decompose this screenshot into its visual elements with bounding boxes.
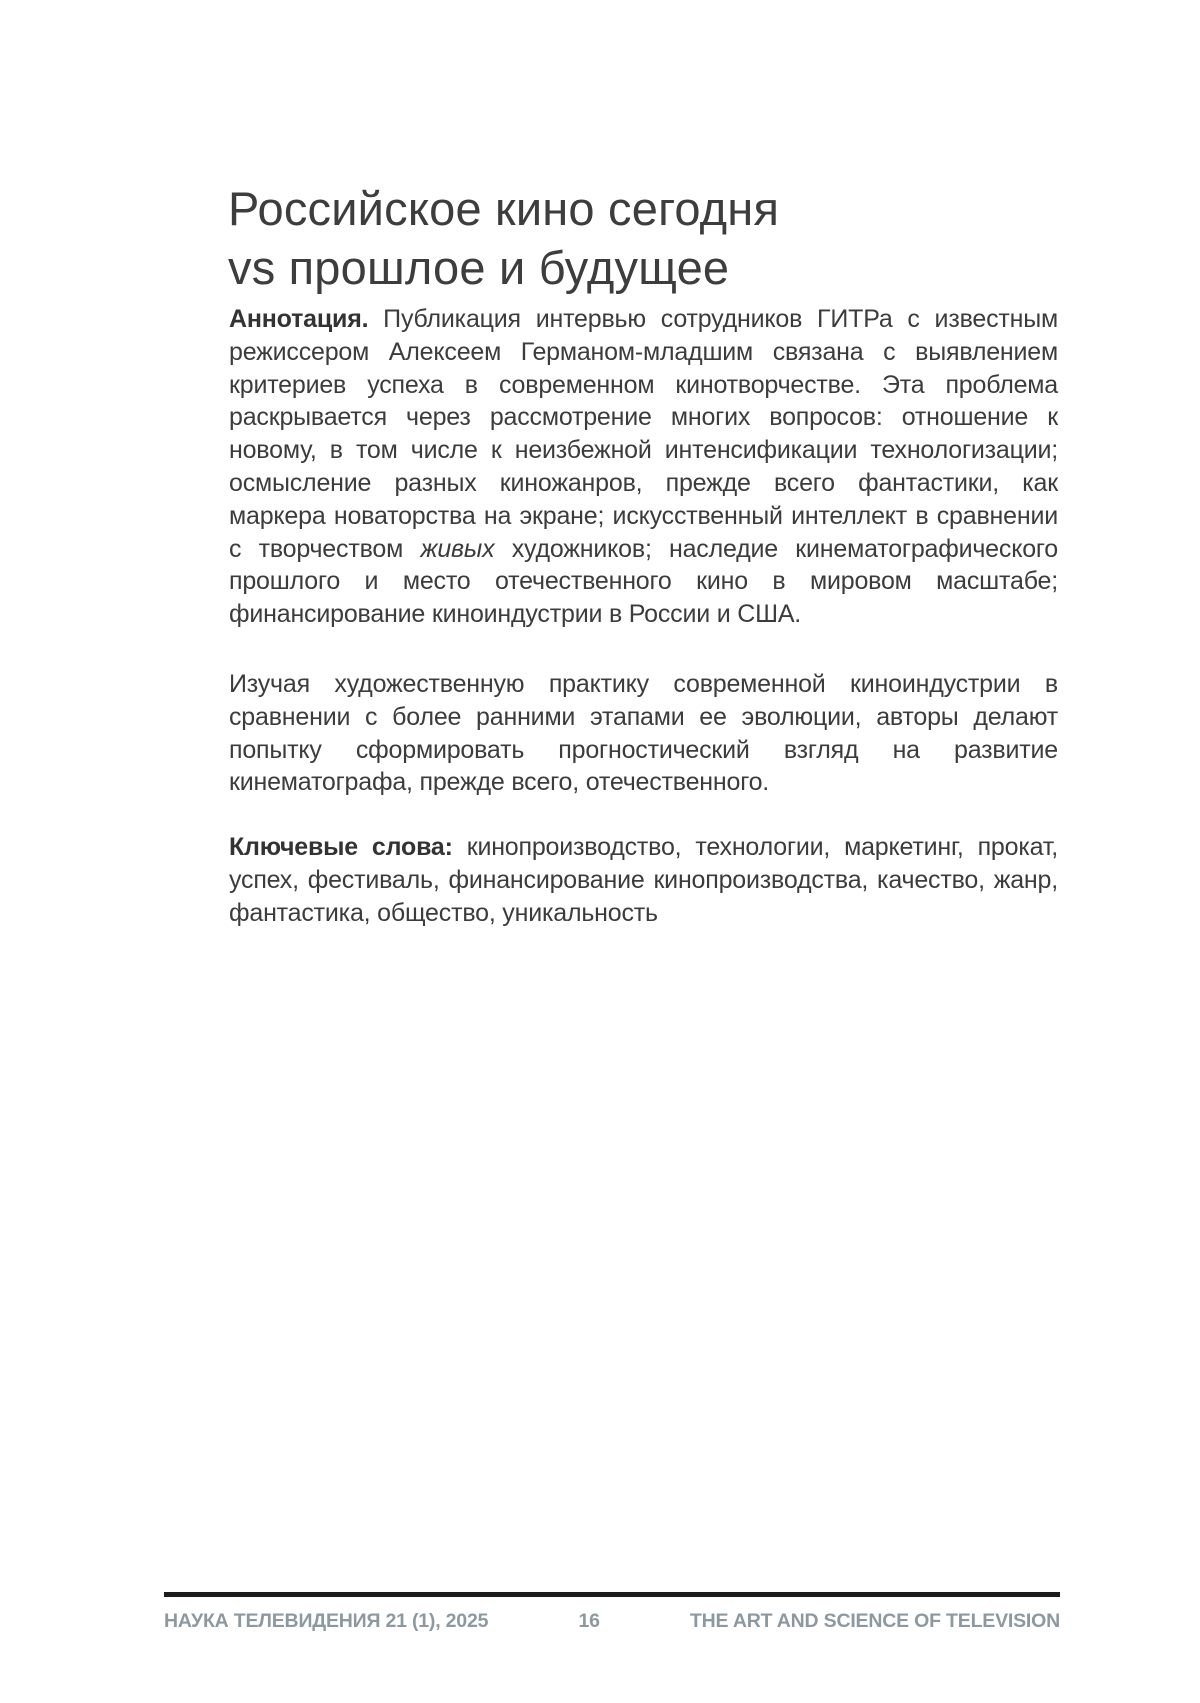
keywords-paragraph [229, 831, 1058, 929]
footer-journal-title-ru: НАУКА ТЕЛЕВИДЕНИЯ 21 (1), 2025 [164, 1610, 489, 1632]
abstract-label: Аннотация. [229, 305, 369, 333]
abstract-text-after-italic: художников; наследие кинематографического прошлого и место отечественного кино в мировом масштабе; финансирование киноиндустрии в России и США. [229, 534, 1058, 629]
article-title-line1: Российское кино сегодня [228, 182, 780, 236]
footer-page-number: 16 [578, 1610, 600, 1632]
article-title [228, 179, 1068, 297]
article-title-line2: vs прошлое и будущее [228, 241, 730, 295]
abstract-paragraph [229, 303, 1058, 631]
keywords-label: Ключевые слова: [229, 833, 453, 861]
keywords-text: кинопроизводство, технологии, маркетинг, прокат, успех, фестиваль, финансирование кинопроизводства, качество, жанр, фантастика, общество, уникальность [229, 833, 1058, 927]
abstract-italic-word: живых [420, 534, 495, 563]
summary-paragraph [229, 668, 1058, 799]
abstract-text-before-italic: Публикация интервью сотрудников ГИТРа с известным режиссером Алексеем Германом-младшим связана с выявлением критериев успеха в современном кинотворчестве. Эта проблема раскрывается через рассмотрение многих вопросов: отношение к новому, в том числе к неизбежной интенсификации технологизации; осмысление разных киножанров, прежде всего фантастики, как маркера новаторства на экране; искусственный интеллект в сравнении с творчеством [229, 305, 1058, 563]
page-footer [164, 1610, 1060, 1633]
footer-journal-title-en: THE ART AND SCIENCE OF TELEVISION [689, 1610, 1060, 1632]
footer-divider [164, 1592, 1060, 1597]
summary-text: Изучая художественную практику современной киноиндустрии в сравнении с более ранними этапами ее эволюции, авторы делают попытку сформировать прогностический взгляд на развитие кинематографа, прежде всего, отечественного. [229, 670, 1058, 797]
